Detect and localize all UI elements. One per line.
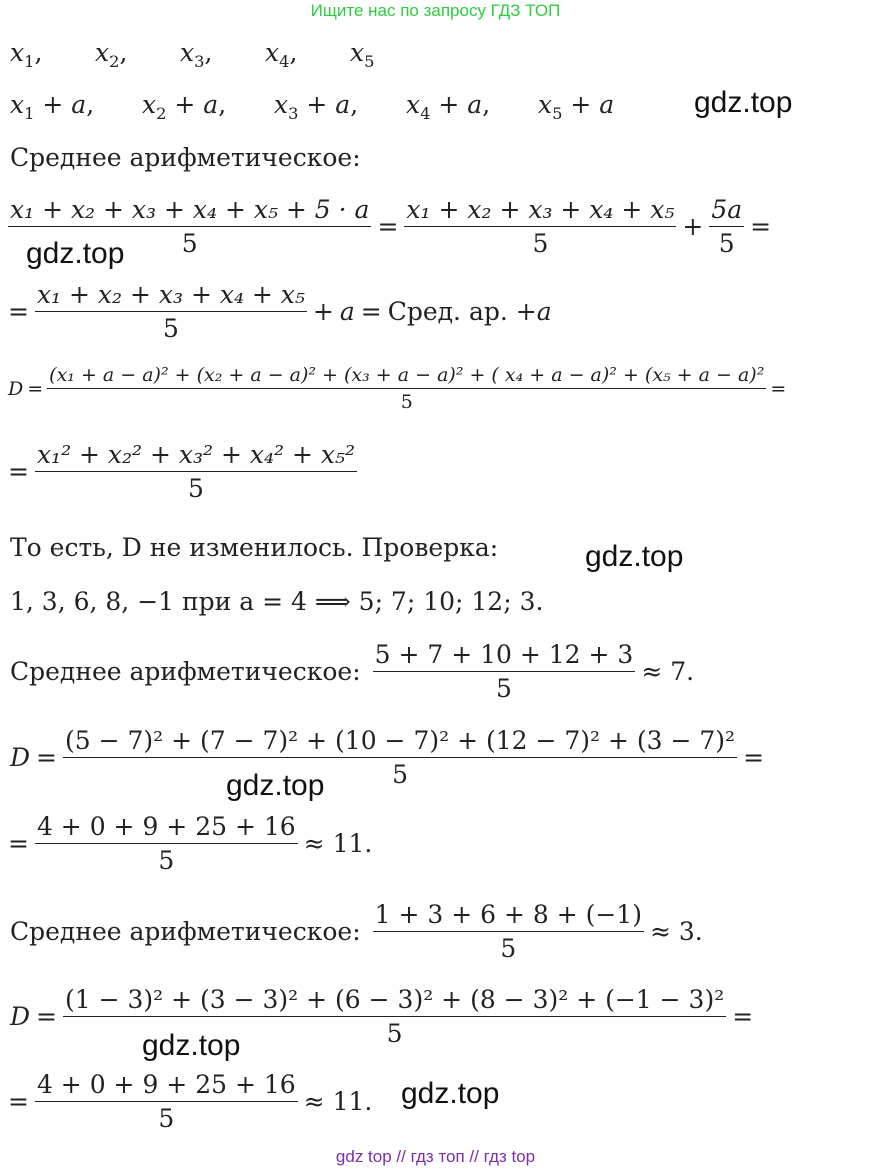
dispersion-check-1: D = $\frac{\text{(5 − 7)² + (7 − 7)² + (10 − 7)² + (12 − 7)² + (3 − 7)²}}{5}$ = bbox=[10, 726, 765, 789]
dispersion-result-2: = $\frac{4 + 0 + 9 + 25 + 16}{5}$ ≈ 11. bbox=[8, 1070, 373, 1133]
watermark: gdz.top bbox=[585, 540, 684, 573]
fraction: $\frac{4 + 0 + 9 + 25 + 16}{5}$ bbox=[36, 1070, 296, 1133]
dispersion-check-2: D = $\frac{\text{(1 − 3)² + (3 − 3)² + (6 − 3)² + (8 − 3)² + (−1 − 3)²}}{5}$ = bbox=[10, 985, 754, 1048]
conclusion-text: То есть, D не изменилось. Проверка: bbox=[10, 533, 499, 562]
fraction: $\frac{1 + 3 + 6 + 8 + (-1)}{5}$ bbox=[374, 900, 642, 963]
fraction: $\frac{\text{(5 − 7)² + (7 − 7)² + (10 − 7)² + (12 − 7)² + (3 − 7)²}}{5}$ bbox=[65, 726, 736, 789]
fraction: $\frac{5 + 7 + 10 + 12 + 3}{5}$ bbox=[374, 640, 634, 703]
fraction: (x₁ + a − a)² + (x₂ + a − a)² + (x₃ + a − a)² + ( x₄ + a − a)² + (x₅ + a − a)² 5 bbox=[49, 364, 765, 413]
mean-derivation-2: = $\frac{\text{x₁ + x₂ + x₃ + x₄ + x₅}}{5}$ + a = Сред. ар. + a bbox=[8, 280, 552, 343]
watermark: gdz.top bbox=[226, 769, 325, 802]
shifted-x2: $x_2 + a$, bbox=[142, 90, 227, 123]
watermark: gdz.top bbox=[26, 237, 125, 270]
variables-row-x5: $x_5$ bbox=[350, 38, 375, 71]
watermark: gdz.top bbox=[401, 1077, 500, 1110]
shifted-x1: $x_1 + a$, bbox=[10, 90, 95, 123]
mean-label: Среднее арифметическое: bbox=[10, 143, 361, 172]
mean-derivation-1: $\frac{\text{x₁ + x₂ + x₃ + x₄ + x₅ + 5 · a}}{5}$ = $\frac{\text{x₁ + x₂ + x₃ + x₄ + x₅}}{5}$ + $\frac{5a}{5}$ = bbox=[10, 195, 772, 258]
fraction: $\frac{\text{(1 − 3)² + (3 − 3)² + (6 − 3)² + (8 − 3)² + (−1 − 3)²}}{5}$ bbox=[65, 985, 725, 1048]
mean-check-2: Среднее арифметическое: $\frac{1 + 3 + 6 + 8 + (-1)}{5}$ ≈ 3. bbox=[10, 900, 703, 963]
variables-row-x3: $x_3$, bbox=[180, 38, 213, 71]
dispersion-result-1: = $\frac{4 + 0 + 9 + 25 + 16}{5}$ ≈ 11. bbox=[8, 812, 373, 875]
shifted-x3: $x_3 + a$, bbox=[274, 90, 359, 123]
shifted-x4: $x_4 + a$, bbox=[406, 90, 491, 123]
fraction: $\frac{5a}{5}$ bbox=[711, 195, 743, 258]
fraction: $\frac{\text{x₁ + x₂ + x₃ + x₄ + x₅}}{5}$ bbox=[406, 195, 675, 258]
fraction: $\frac{4 + 0 + 9 + 25 + 16}{5}$ bbox=[36, 812, 296, 875]
watermark: gdz.top bbox=[142, 1029, 241, 1062]
footer-watermark: gdz top // гдз топ // гдз top bbox=[335, 1147, 536, 1166]
check-line: 1, 3, 6, 8, −1 при a = 4 ⟹ 5; 7; 10; 12; 3. bbox=[10, 587, 544, 616]
fraction: $\frac{\text{x₁ + x₂ + x₃ + x₄ + x₅ + 5 · a}}{5}$ bbox=[10, 195, 370, 258]
dispersion-squares: = $\frac{\text{x₁² + x₂² + x₃² + x₄² + x₅²}}{5}$ bbox=[8, 440, 356, 503]
fraction: $\frac{\text{x₁ + x₂ + x₃ + x₄ + x₅}}{5}$ bbox=[36, 280, 305, 343]
shifted-x5: $x_5 + a$ bbox=[538, 90, 615, 123]
variables-row: $x_1$, bbox=[10, 38, 43, 71]
search-banner: Ищите нас по запросу ГДЗ ТОП bbox=[310, 1, 561, 20]
variables-row-x4: $x_4$, bbox=[265, 38, 298, 71]
watermark: gdz.top bbox=[694, 86, 793, 119]
variables-row-x2: $x_2$, bbox=[95, 38, 128, 71]
fraction: $\frac{\text{x₁² + x₂² + x₃² + x₄² + x₅²}}{5}$ bbox=[36, 440, 356, 503]
mean-check-1: Среднее арифметическое: $\frac{5 + 7 + 10 + 12 + 3}{5}$ ≈ 7. bbox=[10, 640, 695, 703]
dispersion-shift: D = (x₁ + a − a)² + (x₂ + a − a)² + (x₃ + a − a)² + ( x₄ + a − a)² + (x₅ + a − a)² 5 = bbox=[8, 364, 787, 413]
